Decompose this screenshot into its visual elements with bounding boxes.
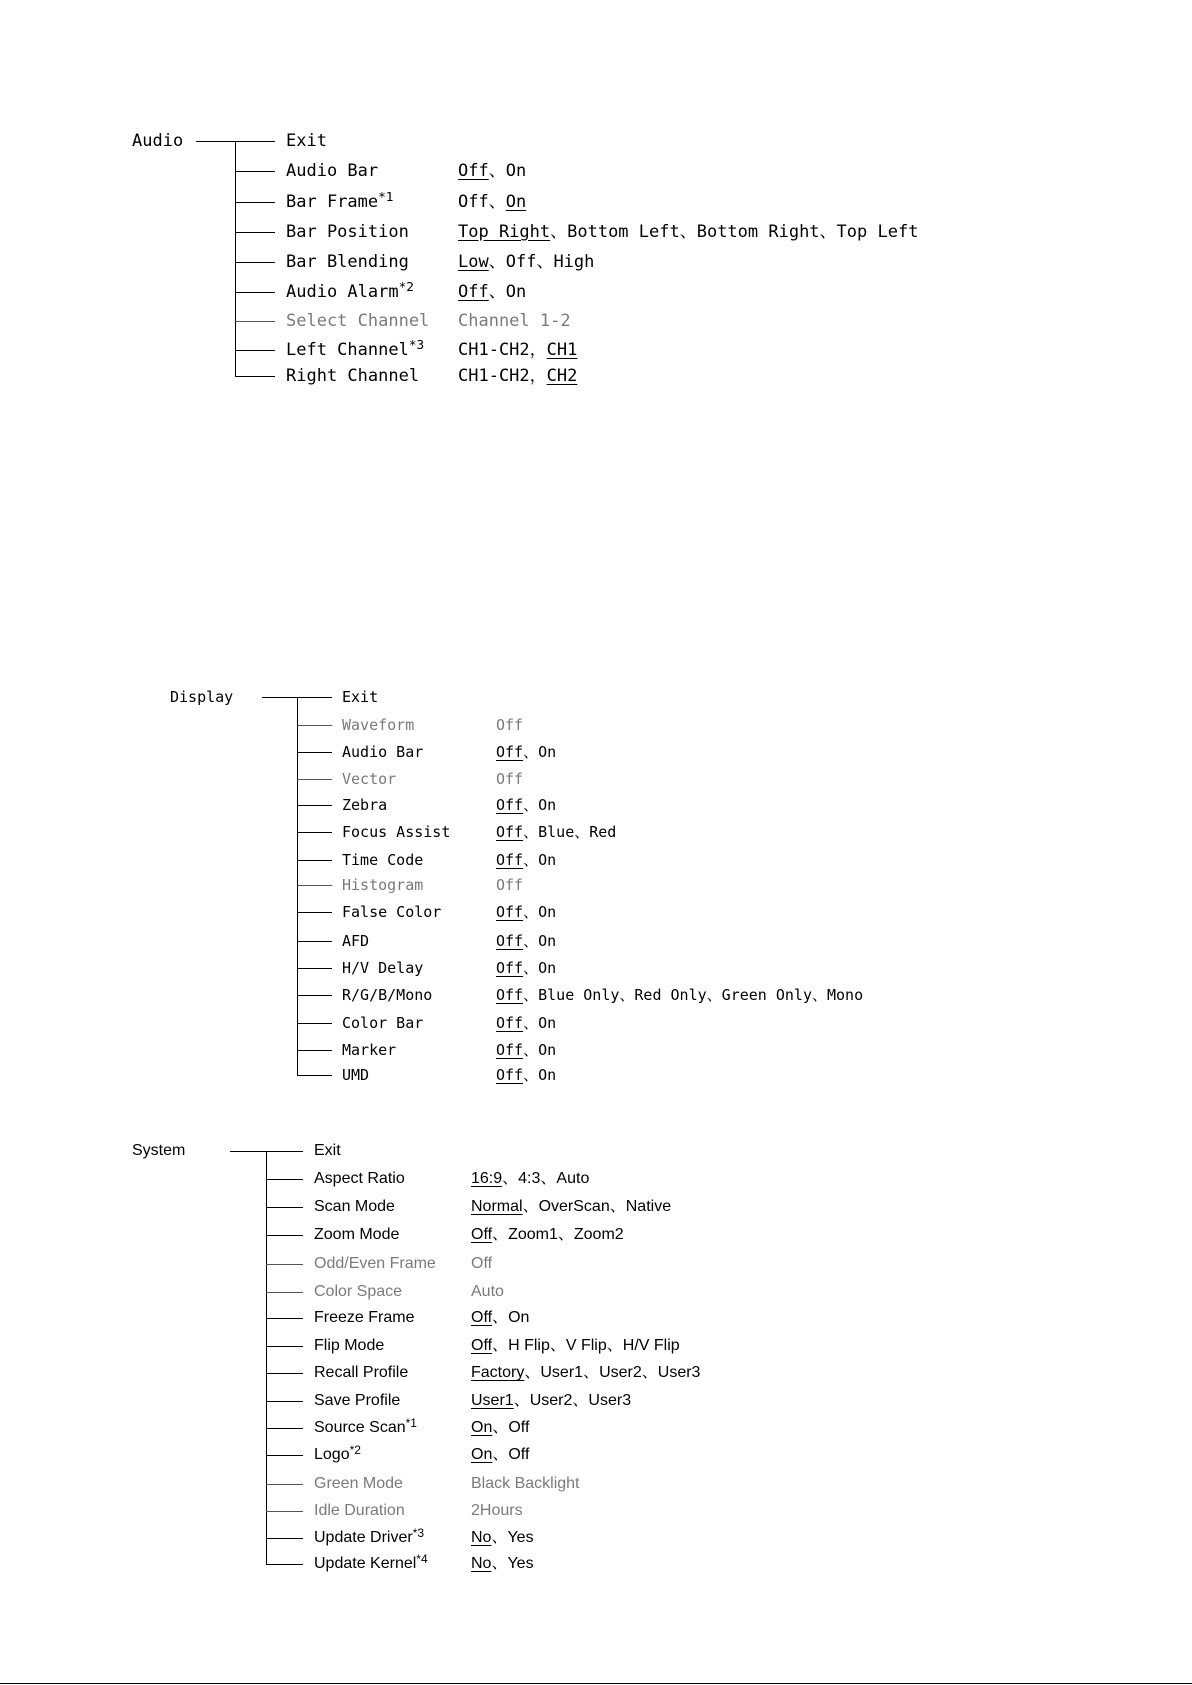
audio-branch-bar-blending bbox=[235, 262, 275, 263]
system-item-label-text: Recall Profile bbox=[314, 1364, 409, 1381]
system-item-label-text: Flip Mode bbox=[314, 1337, 385, 1354]
default-option: CH2 bbox=[546, 366, 578, 386]
option-separator: 、 bbox=[523, 851, 539, 869]
display-item-label-text: AFD bbox=[342, 932, 370, 950]
system-item-recall-profile bbox=[314, 1363, 408, 1383]
option: Mono bbox=[827, 986, 864, 1004]
display-branch-false-color bbox=[297, 912, 332, 913]
default-option: Off bbox=[496, 986, 524, 1004]
option: User3 bbox=[588, 1392, 632, 1409]
audio-footnote-mark: *3 bbox=[408, 338, 425, 354]
audio-branch-exit bbox=[235, 141, 275, 142]
option: User2 bbox=[529, 1392, 573, 1409]
audio-item-label-text: Bar Blending bbox=[286, 252, 409, 272]
display-item-label-text: Vector bbox=[342, 770, 397, 788]
option: User1 bbox=[540, 1364, 584, 1381]
option-separator: 、 bbox=[488, 192, 506, 212]
audio-options-right-channel bbox=[458, 366, 577, 386]
display-branch-vector bbox=[297, 779, 332, 780]
option: Off bbox=[508, 1446, 530, 1463]
option: 2Hours bbox=[471, 1502, 523, 1519]
audio-item-audio-alarm bbox=[286, 282, 414, 304]
option: User3 bbox=[657, 1364, 701, 1381]
system-item-label-text: Source Scan bbox=[314, 1419, 406, 1436]
display-item-label-text: Time Code bbox=[342, 851, 424, 869]
display-options-afd bbox=[496, 931, 556, 951]
audio-item-label-text: Bar Position bbox=[286, 222, 409, 242]
system-item-label-text: Update Driver bbox=[314, 1529, 413, 1546]
display-item-label-text: H/V Delay bbox=[342, 959, 424, 977]
audio-item-bar-position bbox=[286, 222, 409, 242]
system-options-save-profile bbox=[471, 1391, 631, 1411]
option: On bbox=[505, 282, 527, 302]
audio-branch-bar-frame bbox=[235, 202, 275, 203]
audio-item-label-text: Left Channel bbox=[286, 340, 409, 360]
system-branch-update-kernel bbox=[266, 1564, 303, 1565]
display-item-histogram bbox=[342, 875, 423, 895]
system-branch-scan-mode bbox=[266, 1207, 303, 1208]
option: Green Only bbox=[721, 986, 812, 1004]
option-separator: 、 bbox=[522, 1198, 539, 1215]
option: H Flip bbox=[508, 1337, 550, 1354]
system-root-label: System bbox=[132, 1142, 186, 1159]
default-option: Off bbox=[471, 1309, 493, 1326]
default-option: Off bbox=[496, 959, 524, 977]
option: Black Backlight bbox=[471, 1475, 580, 1492]
system-branch-save-profile bbox=[266, 1401, 303, 1402]
option-separator: 、 bbox=[523, 932, 539, 950]
display-item-color-bar bbox=[342, 1013, 423, 1033]
system-options-update-driver bbox=[471, 1528, 534, 1548]
system-branch-exit bbox=[266, 1151, 303, 1152]
option: Off bbox=[496, 876, 524, 894]
display-branch-audio-bar bbox=[297, 752, 332, 753]
system-item-label-text: Idle Duration bbox=[314, 1502, 405, 1519]
default-option: CH1 bbox=[546, 340, 578, 360]
default-option: Off bbox=[458, 282, 489, 302]
system-branch-idle-duration bbox=[266, 1511, 303, 1512]
audio-options-left-channel bbox=[458, 340, 577, 360]
system-item-label-text: Odd/Even Frame bbox=[314, 1255, 436, 1272]
display-item-label-text: Audio Bar bbox=[342, 743, 424, 761]
system-branch-color-space bbox=[266, 1292, 303, 1293]
option: On bbox=[505, 161, 527, 181]
option-separator: 、 bbox=[609, 1198, 626, 1215]
option: Blue Only bbox=[538, 986, 620, 1004]
display-item-zebra bbox=[342, 795, 387, 815]
system-item-green-mode bbox=[314, 1474, 403, 1494]
option-separator: 、 bbox=[488, 282, 506, 302]
system-options-green-mode bbox=[471, 1474, 580, 1494]
option-separator: 、 bbox=[488, 161, 506, 181]
option-separator: 、 bbox=[488, 252, 506, 272]
option: On bbox=[538, 1066, 557, 1084]
system-branch-freeze-frame bbox=[266, 1318, 303, 1319]
option: Zoom1 bbox=[508, 1226, 558, 1243]
audio-options-audio-alarm bbox=[458, 282, 526, 302]
display-item-label-text: Marker bbox=[342, 1041, 397, 1059]
display-item-label-text: Color Bar bbox=[342, 1014, 424, 1032]
default-option: Low bbox=[458, 252, 489, 272]
system-item-label-text: Scan Mode bbox=[314, 1198, 395, 1215]
audio-branch-audio-alarm bbox=[235, 292, 275, 293]
system-item-save-profile bbox=[314, 1391, 400, 1411]
display-options-time-code bbox=[496, 850, 556, 870]
page-bottom-rule bbox=[0, 1683, 1192, 1684]
system-branch-source-scan bbox=[266, 1428, 303, 1429]
default-option: Off bbox=[496, 903, 524, 921]
option: On bbox=[538, 1041, 557, 1059]
system-item-idle-duration bbox=[314, 1501, 405, 1521]
default-option: On bbox=[471, 1446, 493, 1463]
option: On bbox=[538, 959, 557, 977]
display-options-zebra bbox=[496, 795, 556, 815]
option: CH1-CH2 bbox=[458, 366, 530, 386]
option: Yes bbox=[507, 1529, 534, 1546]
option-separator: 、 bbox=[811, 986, 827, 1004]
option: Channel 1-2 bbox=[458, 311, 571, 331]
option: Yes bbox=[507, 1555, 534, 1572]
system-item-freeze-frame bbox=[314, 1308, 414, 1328]
option-separator: 、 bbox=[557, 1226, 574, 1243]
option-separator: 、 bbox=[523, 1014, 539, 1032]
audio-item-label-text: Exit bbox=[286, 131, 327, 151]
default-option: Off bbox=[496, 1066, 524, 1084]
option-separator: 、 bbox=[523, 1041, 539, 1059]
display-options-false-color bbox=[496, 902, 556, 922]
default-option: Normal bbox=[471, 1198, 523, 1215]
system-branch-logo bbox=[266, 1455, 303, 1456]
display-branch-h-v-delay bbox=[297, 968, 332, 969]
system-item-logo bbox=[314, 1442, 361, 1465]
default-option: Off bbox=[496, 932, 524, 950]
default-option: Off bbox=[496, 743, 524, 761]
display-item-label-text: R/G/B/Mono bbox=[342, 986, 433, 1004]
system-branch-aspect-ratio bbox=[266, 1179, 303, 1180]
audio-options-audio-bar bbox=[458, 161, 526, 181]
audio-options-bar-blending bbox=[458, 252, 594, 272]
system-footnote-mark: *1 bbox=[405, 1415, 417, 1430]
option-separator: 、 bbox=[619, 986, 635, 1004]
display-branch-focus-assist bbox=[297, 832, 332, 833]
system-item-scan-mode bbox=[314, 1197, 395, 1217]
display-item-vector bbox=[342, 769, 396, 789]
option-separator: 、 bbox=[706, 986, 722, 1004]
display-item-r-g-b-mono bbox=[342, 985, 432, 1005]
display-item-marker bbox=[342, 1040, 396, 1060]
system-item-label-text: Aspect Ratio bbox=[314, 1170, 405, 1187]
option: Bottom Left bbox=[567, 222, 680, 242]
system-options-logo bbox=[471, 1445, 529, 1465]
display-branch-marker bbox=[297, 1050, 332, 1051]
option: Red Only bbox=[634, 986, 707, 1004]
option-separator: 、 bbox=[492, 1337, 509, 1354]
option: OverScan bbox=[538, 1198, 610, 1215]
display-item-label-text: False Color bbox=[342, 903, 442, 921]
option: Off bbox=[458, 192, 489, 212]
default-option: No bbox=[471, 1529, 492, 1546]
option: On bbox=[508, 1309, 530, 1326]
system-options-idle-duration bbox=[471, 1501, 523, 1521]
system-item-label-text: Exit bbox=[314, 1142, 341, 1159]
system-options-freeze-frame bbox=[471, 1308, 529, 1328]
audio-item-label-text: Right Channel bbox=[286, 366, 420, 386]
system-item-label-text: Save Profile bbox=[314, 1392, 401, 1409]
option: Off bbox=[505, 252, 537, 272]
option-separator: 、 bbox=[523, 1066, 539, 1084]
display-options-histogram bbox=[496, 875, 523, 895]
display-item-label-text: UMD bbox=[342, 1066, 370, 1084]
display-branch-r-g-b-mono bbox=[297, 995, 332, 996]
system-item-zoom-mode bbox=[314, 1225, 399, 1245]
option: Zoom2 bbox=[573, 1226, 624, 1243]
option: On bbox=[538, 1014, 557, 1032]
display-item-label-text: Focus Assist bbox=[342, 823, 451, 841]
system-item-label-text: Freeze Frame bbox=[314, 1309, 415, 1326]
default-option: Top Right bbox=[458, 222, 551, 242]
option: Off bbox=[496, 770, 524, 788]
audio-branch-left-channel bbox=[235, 350, 275, 351]
display-root-connector bbox=[262, 697, 297, 698]
audio-item-right-channel bbox=[286, 366, 419, 386]
option: High bbox=[553, 252, 595, 272]
audio-item-exit bbox=[286, 131, 327, 151]
audio-item-left-channel bbox=[286, 340, 424, 362]
option: Blue bbox=[538, 823, 575, 841]
display-item-exit bbox=[342, 687, 378, 707]
system-item-label-text: Green Mode bbox=[314, 1475, 403, 1492]
option-separator: 、 bbox=[492, 1309, 509, 1326]
system-item-odd-even-frame bbox=[314, 1254, 436, 1274]
option-separator: 、 bbox=[550, 222, 568, 242]
display-options-color-bar bbox=[496, 1013, 556, 1033]
option: On bbox=[538, 796, 557, 814]
system-options-recall-profile bbox=[471, 1363, 700, 1383]
display-item-focus-assist bbox=[342, 822, 450, 842]
audio-footnote-mark: *2 bbox=[398, 280, 414, 296]
option-separator: 、 bbox=[523, 796, 539, 814]
option: V Flip bbox=[565, 1337, 607, 1354]
display-branch-zebra bbox=[297, 805, 332, 806]
system-options-aspect-ratio bbox=[471, 1169, 589, 1189]
audio-item-select-channel bbox=[286, 311, 429, 331]
option-separator: 、 bbox=[572, 1392, 589, 1409]
system-item-flip-mode bbox=[314, 1336, 384, 1356]
system-branch-recall-profile bbox=[266, 1373, 303, 1374]
option: Auto bbox=[471, 1283, 504, 1300]
display-item-h-v-delay bbox=[342, 958, 423, 978]
audio-item-bar-frame bbox=[286, 192, 393, 214]
option-separator: 、 bbox=[523, 959, 539, 977]
default-option: Off bbox=[471, 1226, 493, 1243]
option-separator: 、 bbox=[492, 1446, 509, 1463]
option-separator: 、 bbox=[536, 252, 554, 272]
system-branch-update-driver bbox=[266, 1538, 303, 1539]
option-separator: 、 bbox=[819, 222, 837, 242]
system-item-exit bbox=[314, 1141, 341, 1161]
default-option: No bbox=[471, 1555, 492, 1572]
audio-item-bar-blending bbox=[286, 252, 409, 272]
system-item-update-driver bbox=[314, 1525, 425, 1548]
display-options-audio-bar bbox=[496, 742, 556, 762]
display-options-waveform bbox=[496, 715, 523, 735]
display-branch-waveform bbox=[297, 725, 332, 726]
option-separator: 、 bbox=[606, 1337, 623, 1354]
system-branch-flip-mode bbox=[266, 1346, 303, 1347]
system-item-label-text: Zoom Mode bbox=[314, 1226, 400, 1243]
option: Bottom Right bbox=[696, 222, 820, 242]
option: Off bbox=[471, 1255, 493, 1272]
system-options-zoom-mode bbox=[471, 1225, 624, 1245]
option-separator: 、 bbox=[523, 986, 539, 1004]
option: Off bbox=[508, 1419, 530, 1436]
display-tree-trunk bbox=[297, 697, 298, 1076]
display-options-vector bbox=[496, 769, 523, 789]
system-item-label-text: Update Kernel bbox=[314, 1555, 417, 1572]
display-root-label: Display bbox=[170, 688, 234, 706]
audio-branch-audio-bar bbox=[235, 171, 275, 172]
display-branch-afd bbox=[297, 941, 332, 942]
system-options-update-kernel bbox=[471, 1554, 534, 1574]
audio-branch-bar-position bbox=[235, 232, 275, 233]
system-item-color-space bbox=[314, 1282, 402, 1302]
default-option: Off bbox=[496, 796, 524, 814]
audio-options-select-channel bbox=[458, 311, 571, 331]
system-item-update-kernel bbox=[314, 1551, 428, 1574]
option-separator: 、 bbox=[502, 1170, 519, 1187]
option: Red bbox=[589, 823, 617, 841]
option-separator: 、 bbox=[641, 1364, 658, 1381]
audio-tree-trunk bbox=[235, 141, 236, 377]
default-option: Off bbox=[496, 1041, 524, 1059]
system-item-label-text: Color Space bbox=[314, 1283, 403, 1300]
display-item-time-code bbox=[342, 850, 423, 870]
audio-branch-right-channel bbox=[235, 376, 275, 377]
audio-footnote-mark: *1 bbox=[378, 190, 394, 206]
system-branch-green-mode bbox=[266, 1484, 303, 1485]
option: CH1-CH2 bbox=[458, 340, 530, 360]
option: On bbox=[538, 851, 557, 869]
system-options-odd-even-frame bbox=[471, 1254, 492, 1274]
display-item-label-text: Zebra bbox=[342, 796, 388, 814]
system-branch-zoom-mode bbox=[266, 1235, 303, 1236]
audio-item-audio-bar bbox=[286, 161, 378, 181]
system-item-label-text: Logo bbox=[314, 1446, 350, 1463]
display-item-label-text: Exit bbox=[342, 688, 379, 706]
option-separator: 、 bbox=[513, 1392, 530, 1409]
display-options-umd bbox=[496, 1065, 556, 1085]
system-tree-trunk bbox=[266, 1151, 267, 1565]
option-separator: 、 bbox=[491, 1555, 508, 1572]
default-option: User1 bbox=[471, 1392, 514, 1409]
system-options-source-scan bbox=[471, 1418, 529, 1438]
option-separator: 、 bbox=[540, 1170, 557, 1187]
option: On bbox=[538, 903, 557, 921]
option: H/V Flip bbox=[622, 1337, 680, 1354]
option-separator: ， bbox=[529, 340, 547, 360]
system-root-connector bbox=[230, 1151, 266, 1152]
audio-item-label-text: Audio Alarm bbox=[286, 282, 399, 302]
option: Top Left bbox=[836, 222, 919, 242]
option-separator: ， bbox=[529, 366, 547, 386]
system-item-source-scan bbox=[314, 1415, 417, 1438]
display-item-false-color bbox=[342, 902, 441, 922]
system-footnote-mark: *3 bbox=[412, 1525, 425, 1540]
default-option: Off bbox=[496, 851, 524, 869]
display-item-audio-bar bbox=[342, 742, 423, 762]
display-branch-time-code bbox=[297, 860, 332, 861]
display-branch-color-bar bbox=[297, 1023, 332, 1024]
option-separator: 、 bbox=[491, 1529, 508, 1546]
audio-root-connector bbox=[196, 141, 235, 142]
option-separator: 、 bbox=[523, 903, 539, 921]
option: Native bbox=[625, 1198, 672, 1215]
system-footnote-mark: *4 bbox=[416, 1551, 428, 1566]
option-separator: 、 bbox=[523, 743, 539, 761]
display-item-afd bbox=[342, 931, 369, 951]
display-item-umd bbox=[342, 1065, 369, 1085]
system-options-color-space bbox=[471, 1282, 504, 1302]
display-branch-exit bbox=[297, 697, 332, 698]
option-separator: 、 bbox=[523, 823, 539, 841]
option-separator: 、 bbox=[574, 823, 590, 841]
audio-root-label: Audio bbox=[132, 131, 184, 151]
display-options-h-v-delay bbox=[496, 958, 556, 978]
option: On bbox=[538, 743, 557, 761]
option: Off bbox=[496, 716, 524, 734]
default-option: 16:9 bbox=[471, 1170, 503, 1187]
audio-branch-select-channel bbox=[235, 321, 275, 322]
option: 4:3 bbox=[518, 1170, 541, 1187]
display-item-waveform bbox=[342, 715, 414, 735]
system-footnote-mark: *2 bbox=[349, 1442, 361, 1457]
display-branch-histogram bbox=[297, 885, 332, 886]
audio-item-label-text: Audio Bar bbox=[286, 161, 379, 181]
option-separator: 、 bbox=[524, 1364, 541, 1381]
display-item-label-text: Waveform bbox=[342, 716, 415, 734]
display-options-marker bbox=[496, 1040, 556, 1060]
default-option: Factory bbox=[471, 1364, 525, 1381]
audio-item-label-text: Bar Frame bbox=[286, 192, 379, 212]
option-separator: 、 bbox=[679, 222, 697, 242]
audio-item-label-text: Select Channel bbox=[286, 311, 430, 331]
display-item-label-text: Histogram bbox=[342, 876, 424, 894]
option: User2 bbox=[599, 1364, 642, 1381]
display-options-r-g-b-mono bbox=[496, 985, 863, 1005]
default-option: Off bbox=[496, 1014, 524, 1032]
system-item-aspect-ratio bbox=[314, 1169, 405, 1189]
system-options-flip-mode bbox=[471, 1336, 680, 1356]
system-options-scan-mode bbox=[471, 1197, 671, 1217]
default-option: On bbox=[505, 192, 527, 212]
default-option: On bbox=[471, 1419, 493, 1436]
audio-options-bar-position bbox=[458, 222, 918, 242]
option: On bbox=[538, 932, 557, 950]
audio-options-bar-frame bbox=[458, 192, 526, 212]
option-separator: 、 bbox=[583, 1364, 600, 1381]
default-option: Off bbox=[471, 1337, 493, 1354]
display-branch-umd bbox=[297, 1075, 332, 1076]
option-separator: 、 bbox=[492, 1419, 509, 1436]
system-branch-odd-even-frame bbox=[266, 1264, 303, 1265]
option-separator: 、 bbox=[492, 1226, 509, 1243]
default-option: Off bbox=[496, 823, 524, 841]
default-option: Off bbox=[458, 161, 489, 181]
option: Auto bbox=[556, 1170, 590, 1187]
display-options-focus-assist bbox=[496, 822, 616, 842]
option-separator: 、 bbox=[549, 1337, 566, 1354]
